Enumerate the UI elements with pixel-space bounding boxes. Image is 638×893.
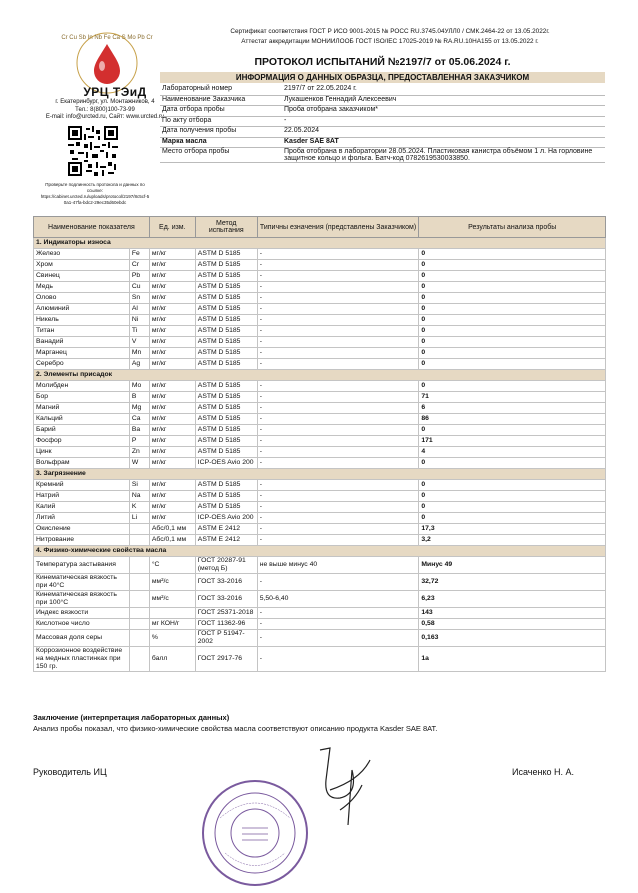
row-symbol: Ti bbox=[129, 326, 149, 337]
info-label: Дата получения пробы bbox=[160, 127, 282, 138]
row-unit: мг/кг bbox=[149, 359, 195, 370]
table-row bbox=[34, 315, 606, 326]
row-typical: - bbox=[257, 647, 419, 672]
row-symbol: Cr bbox=[129, 260, 149, 271]
row-name: Окисление bbox=[34, 524, 130, 535]
row-typical: - bbox=[257, 608, 419, 619]
row-typical: - bbox=[257, 414, 419, 425]
row-result: 0 bbox=[419, 348, 606, 359]
row-typical: - bbox=[257, 513, 419, 524]
row-result: 0 bbox=[419, 502, 606, 513]
row-method: ASTM D 5185 bbox=[195, 282, 257, 293]
row-symbol: Pb bbox=[129, 271, 149, 282]
table-row bbox=[34, 458, 606, 469]
table-row bbox=[34, 260, 606, 271]
address-line: E-mail: info@urcted.ru, Сайт: www.urcted.ru bbox=[45, 114, 165, 120]
row-unit: мм²/с bbox=[149, 574, 195, 591]
row-name: Натрий bbox=[34, 491, 130, 502]
row-symbol: Ag bbox=[129, 359, 149, 370]
row-typical: - bbox=[257, 480, 419, 491]
row-unit: Абс/0,1 мм bbox=[149, 524, 195, 535]
header-name: Наименование показателя bbox=[34, 217, 150, 238]
row-typical: - bbox=[257, 337, 419, 348]
info-label: Лабораторный номер bbox=[160, 85, 282, 95]
row-unit: мг/кг bbox=[149, 337, 195, 348]
row-method: ASTM D 5185 bbox=[195, 293, 257, 304]
table-row bbox=[34, 619, 606, 630]
table-row bbox=[34, 282, 606, 293]
row-result: 6 bbox=[419, 403, 606, 414]
table-row bbox=[34, 630, 606, 647]
logo-name: УРЦ ТЭиД bbox=[83, 85, 147, 99]
row-name: Молибден bbox=[34, 381, 130, 392]
row-method: ГОСТ 33-2016 bbox=[195, 574, 257, 591]
row-method: ASTM D 5185 bbox=[195, 271, 257, 282]
info-row bbox=[160, 85, 605, 95]
row-name: Кинематическая вязкость при 100°С bbox=[34, 591, 130, 608]
row-name: Олово bbox=[34, 293, 130, 304]
info-value: Kasder SAE 8AT bbox=[282, 137, 605, 148]
certificate-line: Сертификат соответствия ГОСТ Р ИСО 9001-2015 № РОСС RU.3745.04УЛЛ0 / СМК.2464-22 от 13.05.2022г. bbox=[230, 28, 550, 35]
row-method: ASTM D 5185 bbox=[195, 359, 257, 370]
row-method: ASTM D 5185 bbox=[195, 381, 257, 392]
row-typical: - bbox=[257, 260, 419, 271]
row-result: 171 bbox=[419, 436, 606, 447]
row-name: Свинец bbox=[34, 271, 130, 282]
info-label: По акту отбора bbox=[160, 116, 282, 127]
row-typical: - bbox=[257, 535, 419, 546]
row-name: Фосфор bbox=[34, 436, 130, 447]
table-row bbox=[34, 502, 606, 513]
info-label: Наименование Заказчика bbox=[160, 95, 282, 106]
row-symbol bbox=[129, 557, 149, 574]
table-row bbox=[34, 381, 606, 392]
verify-line: ссылке: bbox=[86, 188, 104, 193]
row-symbol bbox=[129, 574, 149, 591]
results-table bbox=[33, 216, 606, 672]
row-unit: мг/кг bbox=[149, 249, 195, 260]
row-unit: мг/кг bbox=[149, 326, 195, 337]
row-typical: - bbox=[257, 403, 419, 414]
header-typical: Типичны езначения (представлены Заказчиком) bbox=[257, 217, 419, 238]
company-address bbox=[30, 99, 180, 122]
row-unit: мг/кг bbox=[149, 480, 195, 491]
table-row bbox=[34, 293, 606, 304]
row-typical: не выше минус 40 bbox=[257, 557, 419, 574]
row-symbol bbox=[129, 591, 149, 608]
table-row bbox=[34, 326, 606, 337]
row-result: 0 bbox=[419, 304, 606, 315]
row-typical: - bbox=[257, 447, 419, 458]
row-typical: - bbox=[257, 271, 419, 282]
conclusion-text: Анализ пробы показал, что физико-химические свойства масла соответствуют описанию продукта Kasder SAE 8AT. bbox=[33, 724, 438, 733]
row-result: 0 bbox=[419, 425, 606, 436]
row-unit: мг/кг bbox=[149, 260, 195, 271]
table-row bbox=[34, 337, 606, 348]
row-name: Вольфрам bbox=[34, 458, 130, 469]
table-row bbox=[34, 513, 606, 524]
row-typical: - bbox=[257, 381, 419, 392]
row-method: ASTM E 2412 bbox=[195, 535, 257, 546]
row-method: ASTM D 5185 bbox=[195, 491, 257, 502]
row-name: Коррозионное воздействие на медных пластинках при 150 гр. bbox=[34, 647, 130, 672]
section-title: 2. Элементы присадок bbox=[34, 370, 606, 381]
verify-line: Проверьте подлинность протокола и данных по bbox=[45, 182, 145, 187]
row-result: 0 bbox=[419, 491, 606, 502]
row-unit: балл bbox=[149, 647, 195, 672]
section-row bbox=[34, 238, 606, 249]
row-symbol bbox=[129, 630, 149, 647]
header-unit: Ед. изм. bbox=[149, 217, 195, 238]
row-unit: мг/кг bbox=[149, 271, 195, 282]
row-method: ASTM D 5185 bbox=[195, 480, 257, 491]
row-typical: - bbox=[257, 491, 419, 502]
row-symbol: Cu bbox=[129, 282, 149, 293]
table-row bbox=[34, 480, 606, 491]
row-unit: мг КОН/г bbox=[149, 619, 195, 630]
row-symbol: Sn bbox=[129, 293, 149, 304]
row-typical: - bbox=[257, 574, 419, 591]
row-symbol bbox=[129, 535, 149, 546]
row-typical: - bbox=[257, 326, 419, 337]
row-name: Медь bbox=[34, 282, 130, 293]
section-row bbox=[34, 469, 606, 480]
row-name: Бор bbox=[34, 392, 130, 403]
row-name: Хром bbox=[34, 260, 130, 271]
row-symbol bbox=[129, 647, 149, 672]
row-unit: мг/кг bbox=[149, 502, 195, 513]
row-result: 0,58 bbox=[419, 619, 606, 630]
row-result: 0 bbox=[419, 337, 606, 348]
row-symbol: Zn bbox=[129, 447, 149, 458]
table-row bbox=[34, 436, 606, 447]
row-unit: мг/кг bbox=[149, 414, 195, 425]
info-label: Марка масла bbox=[160, 137, 282, 148]
row-method: ASTM D 5185 bbox=[195, 326, 257, 337]
row-result: 0 bbox=[419, 326, 606, 337]
logo-ring-text: Cr Cu Sb In Nb Fe Ca S Mo Pb Cr bbox=[61, 35, 153, 41]
info-value: - bbox=[282, 116, 605, 127]
row-name: Температура застывания bbox=[34, 557, 130, 574]
table-row bbox=[34, 447, 606, 458]
verify-link[interactable]: 0a1-47fa-bdc2-29ec35d60ebdc bbox=[63, 200, 127, 205]
row-method: ГОСТ 2917-76 bbox=[195, 647, 257, 672]
row-method: ГОСТ 20287-91 (метод Б) bbox=[195, 557, 257, 574]
table-row bbox=[34, 491, 606, 502]
info-value: 2197/7 от 22.05.2024 г. bbox=[282, 85, 605, 95]
info-row bbox=[160, 137, 605, 148]
row-name: Кислотное число bbox=[34, 619, 130, 630]
row-symbol: Al bbox=[129, 304, 149, 315]
table-row bbox=[34, 359, 606, 370]
row-name: Кремний bbox=[34, 480, 130, 491]
row-name: Никель bbox=[34, 315, 130, 326]
verify-link[interactable]: https://cabinet.urcted.ru/uploads/protocol/2197/8c5cf-5 bbox=[40, 194, 150, 199]
row-method: ГОСТ 25371-2018 bbox=[195, 608, 257, 619]
row-result: 71 bbox=[419, 392, 606, 403]
row-method: ГОСТ 11362-96 bbox=[195, 619, 257, 630]
row-typical: - bbox=[257, 502, 419, 513]
table-row bbox=[34, 414, 606, 425]
row-typical: - bbox=[257, 348, 419, 359]
row-method: ASTM D 5185 bbox=[195, 425, 257, 436]
row-symbol: Mo bbox=[129, 381, 149, 392]
table-row bbox=[34, 591, 606, 608]
row-symbol bbox=[129, 608, 149, 619]
row-method: ASTM D 5185 bbox=[195, 414, 257, 425]
info-title: ИНФОРМАЦИЯ О ДАННЫХ ОБРАЗЦА, ПРЕДОСТАВЛЕННАЯ ЗАКАЗЧИКОМ bbox=[160, 72, 605, 83]
row-symbol: Ca bbox=[129, 414, 149, 425]
row-method: ASTM D 5185 bbox=[195, 436, 257, 447]
row-result: 86 bbox=[419, 414, 606, 425]
row-result: 17,3 bbox=[419, 524, 606, 535]
row-symbol: P bbox=[129, 436, 149, 447]
row-symbol: Mn bbox=[129, 348, 149, 359]
row-name: Литий bbox=[34, 513, 130, 524]
table-row bbox=[34, 608, 606, 619]
row-name: Ванадий bbox=[34, 337, 130, 348]
row-result: 3,2 bbox=[419, 535, 606, 546]
section-title: 1. Индикаторы износа bbox=[34, 238, 606, 249]
row-method: ASTM D 5185 bbox=[195, 447, 257, 458]
row-symbol: K bbox=[129, 502, 149, 513]
row-method: ASTM D 5185 bbox=[195, 502, 257, 513]
row-typical: - bbox=[257, 315, 419, 326]
row-name: Кальций bbox=[34, 414, 130, 425]
qr-code bbox=[68, 126, 118, 176]
address-line: Тел.: 8(800)100-73-99 bbox=[75, 106, 135, 113]
row-result: 6,23 bbox=[419, 591, 606, 608]
table-row bbox=[34, 249, 606, 260]
row-typical: - bbox=[257, 359, 419, 370]
address-line: г. Екатеринбург, ул. Монтажников, 4 bbox=[55, 99, 155, 105]
row-result: 0 bbox=[419, 271, 606, 282]
info-row bbox=[160, 127, 605, 138]
header-method: Метод испытания bbox=[195, 217, 257, 238]
row-name: Серебро bbox=[34, 359, 130, 370]
row-method: ASTM D 5185 bbox=[195, 315, 257, 326]
table-row bbox=[34, 392, 606, 403]
row-result: 0 bbox=[419, 381, 606, 392]
info-row bbox=[160, 95, 605, 106]
row-name: Кинематическая вязкость при 40°С bbox=[34, 574, 130, 591]
row-symbol: Si bbox=[129, 480, 149, 491]
row-method: ASTM D 5185 bbox=[195, 260, 257, 271]
row-unit: мг/кг bbox=[149, 293, 195, 304]
head-name: Исаченко Н. А. bbox=[512, 767, 574, 777]
header-result: Результаты анализа пробы bbox=[419, 217, 606, 238]
conclusion-title: Заключение (интерпретация лабораторных данных) bbox=[33, 713, 230, 722]
row-typical: - bbox=[257, 630, 419, 647]
row-result: 0,163 bbox=[419, 630, 606, 647]
row-typical: 5,50-6,40 bbox=[257, 591, 419, 608]
row-name: Железо bbox=[34, 249, 130, 260]
row-result: 4 bbox=[419, 447, 606, 458]
row-method: ГОСТ Р 51947-2002 bbox=[195, 630, 257, 647]
row-result: 0 bbox=[419, 282, 606, 293]
table-row bbox=[34, 271, 606, 282]
row-symbol: Fe bbox=[129, 249, 149, 260]
row-typical: - bbox=[257, 392, 419, 403]
row-method: ГОСТ 33-2016 bbox=[195, 591, 257, 608]
info-value: Лукашенков Геннадий Алексеевич bbox=[282, 95, 605, 106]
row-typical: - bbox=[257, 436, 419, 447]
row-unit: мг/кг bbox=[149, 425, 195, 436]
row-symbol: V bbox=[129, 337, 149, 348]
row-typical: - bbox=[257, 304, 419, 315]
stamp-seal bbox=[200, 778, 310, 888]
row-unit: мг/кг bbox=[149, 348, 195, 359]
row-name: Цинк bbox=[34, 447, 130, 458]
row-typical: - bbox=[257, 458, 419, 469]
head-label: Руководитель ИЦ bbox=[33, 767, 107, 777]
row-result: Минус 49 bbox=[419, 557, 606, 574]
row-unit: мг/кг bbox=[149, 392, 195, 403]
row-symbol: Na bbox=[129, 491, 149, 502]
table-row bbox=[34, 425, 606, 436]
row-unit: мг/кг bbox=[149, 513, 195, 524]
row-method: ASTM D 5185 bbox=[195, 249, 257, 260]
row-symbol bbox=[129, 524, 149, 535]
row-result: 0 bbox=[419, 359, 606, 370]
row-name: Массовая доля серы bbox=[34, 630, 130, 647]
verify-note bbox=[30, 182, 160, 206]
table-row bbox=[34, 557, 606, 574]
info-row bbox=[160, 148, 605, 163]
row-method: ASTM D 5185 bbox=[195, 392, 257, 403]
row-result: 0 bbox=[419, 249, 606, 260]
section-row bbox=[34, 370, 606, 381]
row-unit: мг/кг bbox=[149, 447, 195, 458]
row-method: ASTM D 5185 bbox=[195, 304, 257, 315]
row-symbol: Ni bbox=[129, 315, 149, 326]
row-method: ICP-OES Avio 200 bbox=[195, 513, 257, 524]
row-typical: - bbox=[257, 249, 419, 260]
row-typical: - bbox=[257, 293, 419, 304]
protocol-title: ПРОТОКОЛ ИСПЫТАНИЙ №2197/7 от 05.06.2024 г. bbox=[254, 56, 511, 68]
row-unit: °С bbox=[149, 557, 195, 574]
row-typical: - bbox=[257, 282, 419, 293]
row-typical: - bbox=[257, 524, 419, 535]
table-row bbox=[34, 403, 606, 414]
row-method: ASTM D 5185 bbox=[195, 403, 257, 414]
row-result: 143 bbox=[419, 608, 606, 619]
row-unit: Абс/0,1 мм bbox=[149, 535, 195, 546]
table-row bbox=[34, 348, 606, 359]
row-method: ASTM E 2412 bbox=[195, 524, 257, 535]
row-typical: - bbox=[257, 425, 419, 436]
row-unit: мг/кг bbox=[149, 282, 195, 293]
row-result: 0 bbox=[419, 480, 606, 491]
row-method: ASTM D 5185 bbox=[195, 337, 257, 348]
info-row bbox=[160, 116, 605, 127]
row-name: Алюминий bbox=[34, 304, 130, 315]
row-symbol: Ba bbox=[129, 425, 149, 436]
info-value: Проба отобрана заказчиком* bbox=[282, 106, 605, 117]
row-method: ICP-OES Avio 200 bbox=[195, 458, 257, 469]
row-method: ASTM D 5185 bbox=[195, 348, 257, 359]
row-result: 0 bbox=[419, 513, 606, 524]
row-unit: мг/кг bbox=[149, 381, 195, 392]
section-title: 3. Загрязнение bbox=[34, 469, 606, 480]
row-unit: мм²/с bbox=[149, 591, 195, 608]
row-unit: мг/кг bbox=[149, 436, 195, 447]
table-row bbox=[34, 574, 606, 591]
row-unit: мг/кг bbox=[149, 315, 195, 326]
row-unit: % bbox=[149, 630, 195, 647]
row-result: 0 bbox=[419, 315, 606, 326]
info-value: Проба отобрана в лаборатории 28.05.2024. Пластиковая канистра объёмом 1 л. На горловине защитное кольцо и фольга. Батч-код 0782619530033850. bbox=[282, 148, 605, 163]
signature bbox=[300, 740, 390, 835]
table-row bbox=[34, 524, 606, 535]
table-row bbox=[34, 647, 606, 672]
row-name: Нитрование bbox=[34, 535, 130, 546]
row-unit: мг/кг bbox=[149, 304, 195, 315]
row-name: Титан bbox=[34, 326, 130, 337]
info-row bbox=[160, 106, 605, 117]
row-name: Магний bbox=[34, 403, 130, 414]
row-symbol: Li bbox=[129, 513, 149, 524]
section-title: 4. Физико-химические свойства масла bbox=[34, 546, 606, 557]
table-row bbox=[34, 535, 606, 546]
row-symbol: B bbox=[129, 392, 149, 403]
row-typical: - bbox=[257, 619, 419, 630]
row-result: 32,72 bbox=[419, 574, 606, 591]
row-unit: мг/кг bbox=[149, 403, 195, 414]
sample-info-table bbox=[160, 85, 605, 163]
row-symbol: Mg bbox=[129, 403, 149, 414]
certificates bbox=[170, 27, 610, 46]
info-label: Место отбора пробы bbox=[160, 148, 282, 163]
info-label: Дата отбора пробы bbox=[160, 106, 282, 117]
section-row bbox=[34, 546, 606, 557]
row-name: Калий bbox=[34, 502, 130, 513]
row-result: 0 bbox=[419, 293, 606, 304]
row-unit: мг/кг bbox=[149, 491, 195, 502]
row-result: 1а bbox=[419, 647, 606, 672]
row-symbol bbox=[129, 619, 149, 630]
row-symbol: W bbox=[129, 458, 149, 469]
table-row bbox=[34, 304, 606, 315]
accreditation-line: Аттестат аккредитации МОНИИЛООБ ГОСТ ISO/IEC 17025-2019 № RA.RU.10НА155 от 13.05.2022 г. bbox=[241, 37, 539, 45]
row-name: Индекс вязкости bbox=[34, 608, 130, 619]
row-unit bbox=[149, 608, 195, 619]
row-unit: мг/кг bbox=[149, 458, 195, 469]
row-name: Барий bbox=[34, 425, 130, 436]
row-name: Марганец bbox=[34, 348, 130, 359]
row-result: 0 bbox=[419, 458, 606, 469]
info-value: 22.05.2024 bbox=[282, 127, 605, 138]
row-result: 0 bbox=[419, 260, 606, 271]
